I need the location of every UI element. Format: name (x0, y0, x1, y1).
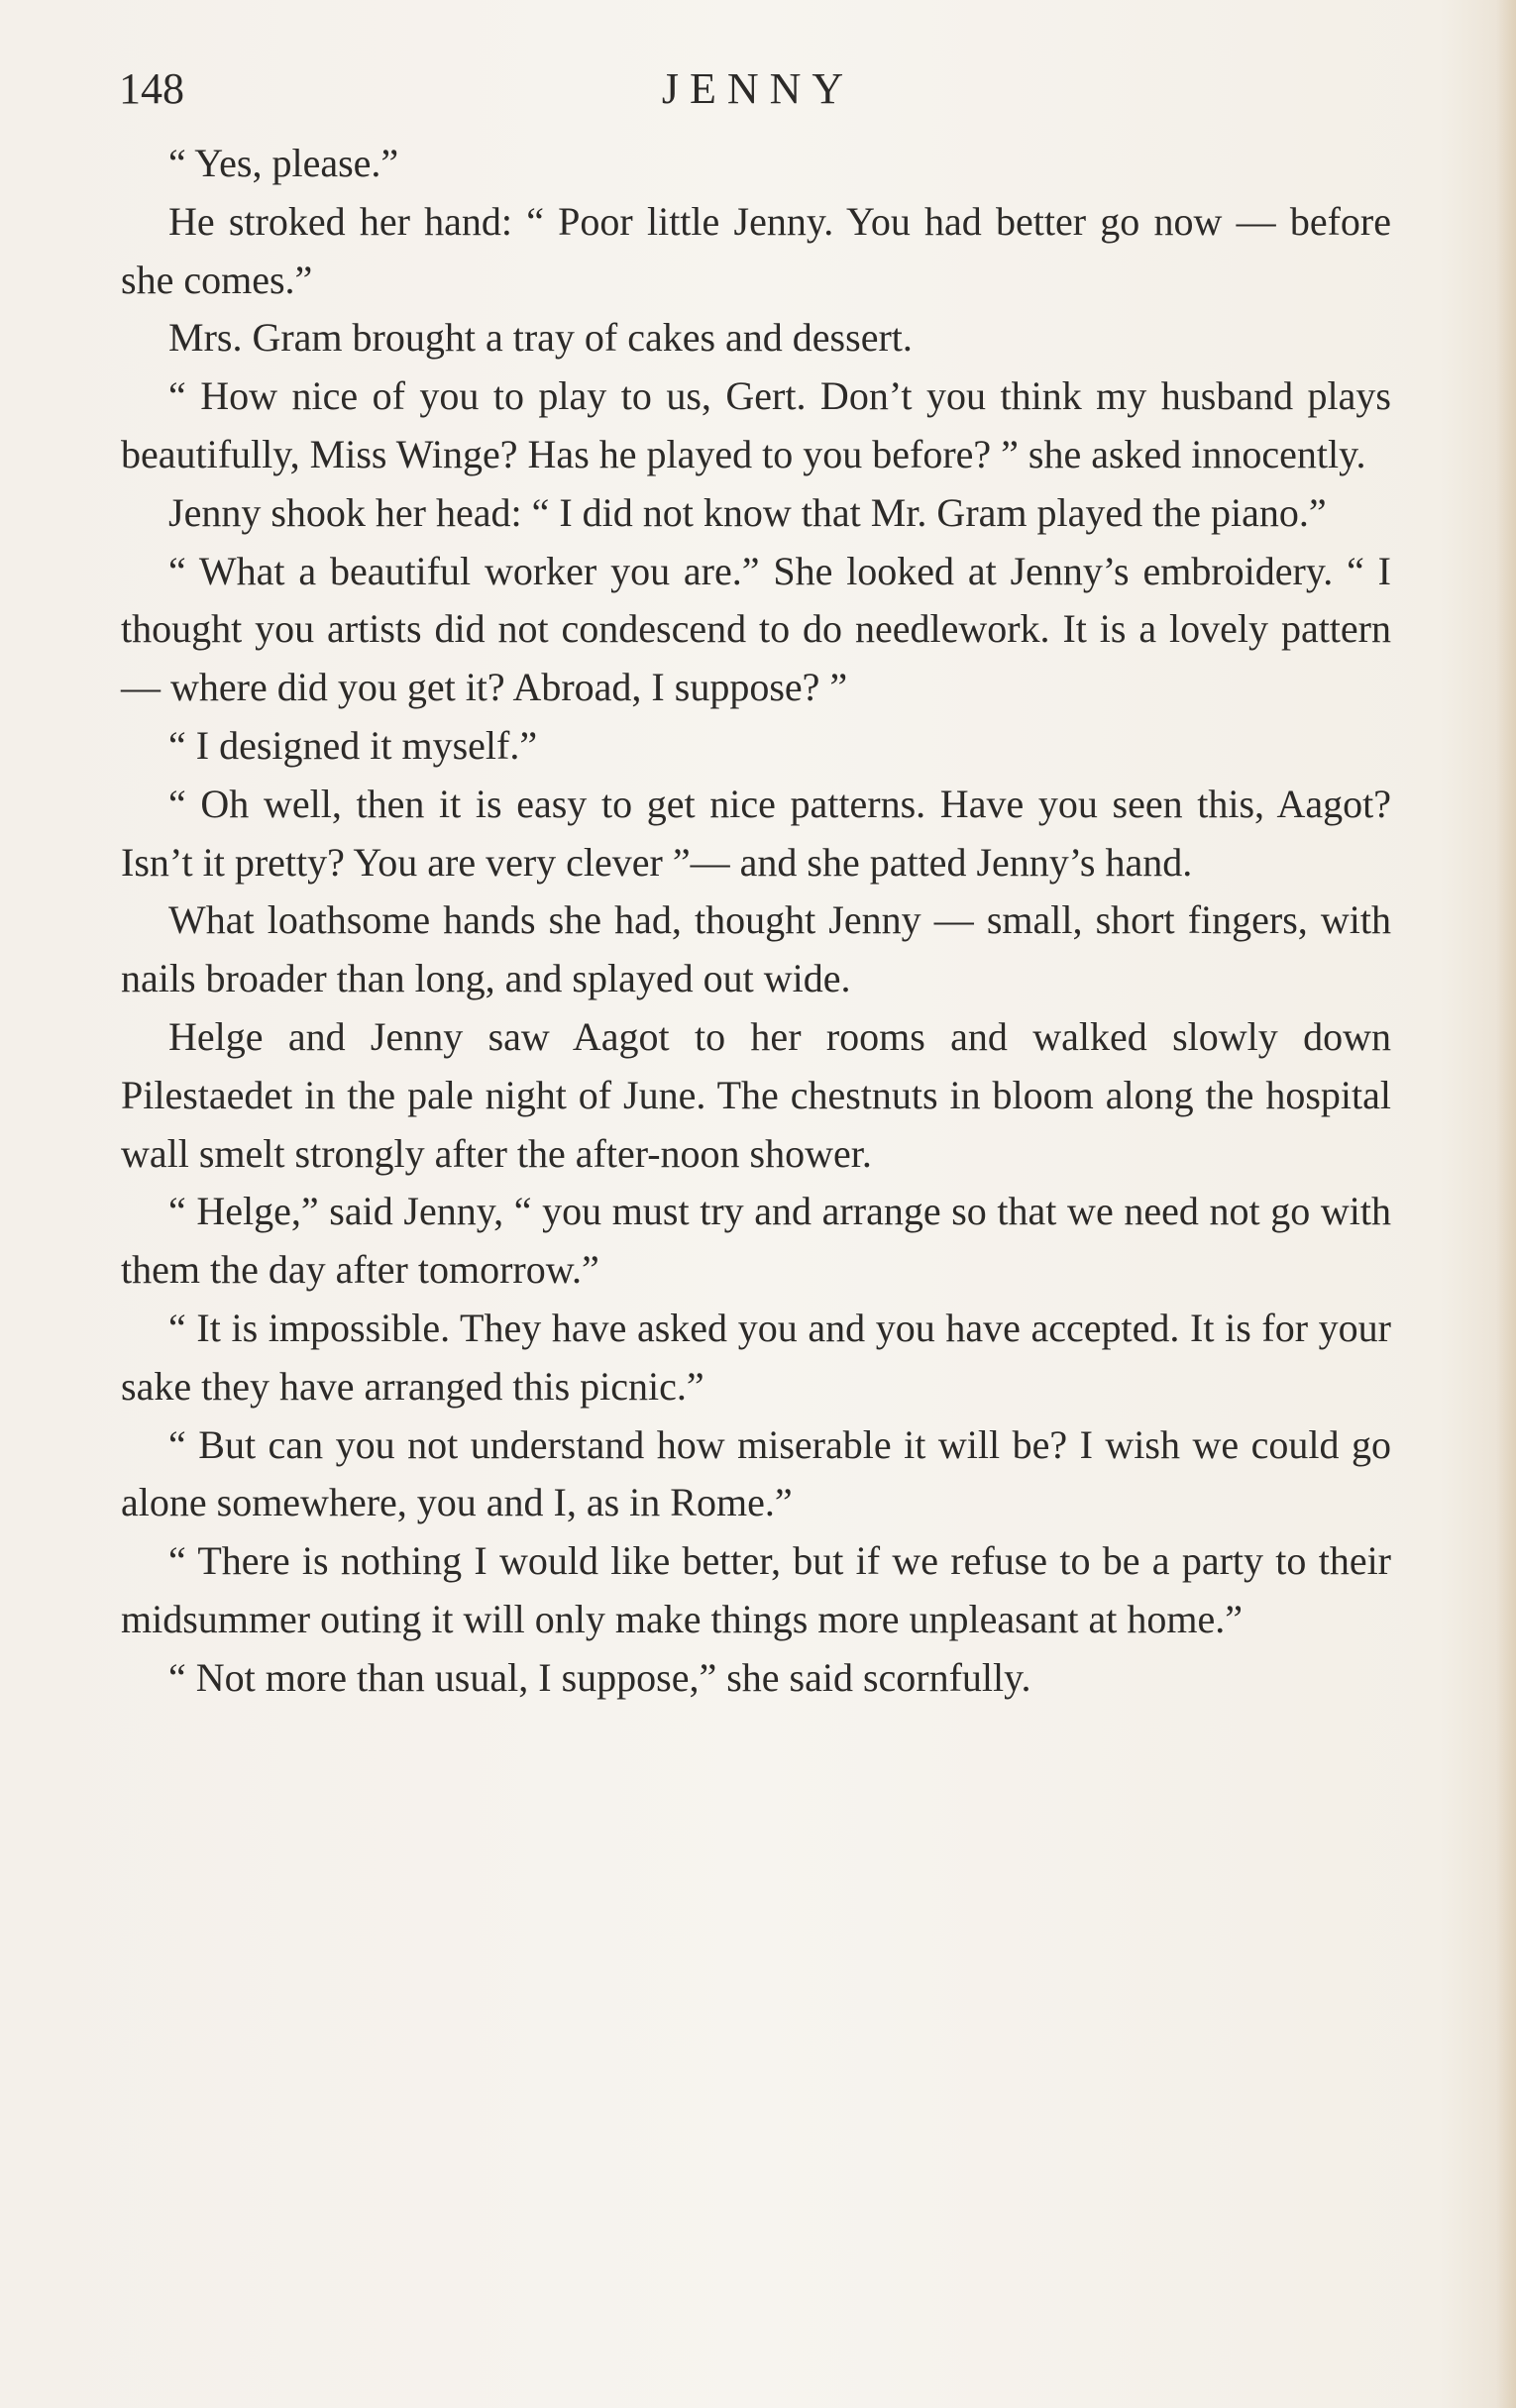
paragraph: Jenny shook her head: “ I did not know that Mr. Gram played the piano.” (168, 489, 1327, 535)
paragraph: “ But can you not understand how miserable it will be? I wish we could go alone somewhere, you and I, as in Rome.” (121, 1421, 1391, 1525)
running-head: JENNY (661, 64, 855, 113)
paragraph: Mrs. Gram brought a tray of cakes and dessert. (168, 315, 913, 361)
paragraph: “ What a beautiful worker you are.” She looked at Jenny’s embroidery. “ I thought you artists did not condescend to do needlework. It is a lovely pattern — where did you get it? Abroad, I suppose? ” (121, 548, 1391, 710)
page-edge-shadow (1496, 0, 1516, 2408)
paragraph: “ Helge,” said Jenny, “ you must try and arrange so that we need not go with them the day after tomorrow.” (121, 1189, 1391, 1293)
page-number: 148 (119, 64, 184, 113)
paragraph: “ It is impossible. They have asked you and you have accepted. It is for your sake they have arranged this picnic.” (121, 1305, 1391, 1409)
paragraph: “ Not more than usual, I suppose,” she said scornfully. (168, 1654, 1031, 1700)
paragraph: What loathsome hands she had, thought Jenny — small, short fingers, with nails broader than long, and splayed out wide. (121, 897, 1391, 1001)
paragraph: “ Yes, please.” (168, 141, 399, 185)
paragraph: “ I designed it myself.” (168, 722, 538, 768)
paragraph: “ How nice of you to play to us, Gert. Don’t you think my husband plays beautifully, Miss Winge? Has he played to you before? ” she asked innocently. (121, 373, 1391, 476)
paragraph: “ There is nothing I would like better, but if we refuse to be a party to their midsummer outing it will only make things more unpleasant at home.” (121, 1538, 1391, 1641)
paragraph: “ Oh well, then it is easy to get nice patterns. Have you seen this, Aagot? Isn’t it pretty? You are very clever ”— and she patted Jenny’s hand. (121, 781, 1391, 885)
page-header (119, 59, 1397, 119)
body-text (121, 135, 1391, 1708)
paragraph: He stroked her hand: “ Poor little Jenny. You had better go now — before she comes.” (121, 198, 1391, 302)
paragraph: Helge and Jenny saw Aagot to her rooms and walked slowly down Pilestaedet in the pale night of June. The chestnuts in bloom along the hospital wall smelt strongly after the after-noon shower. (121, 1013, 1391, 1176)
